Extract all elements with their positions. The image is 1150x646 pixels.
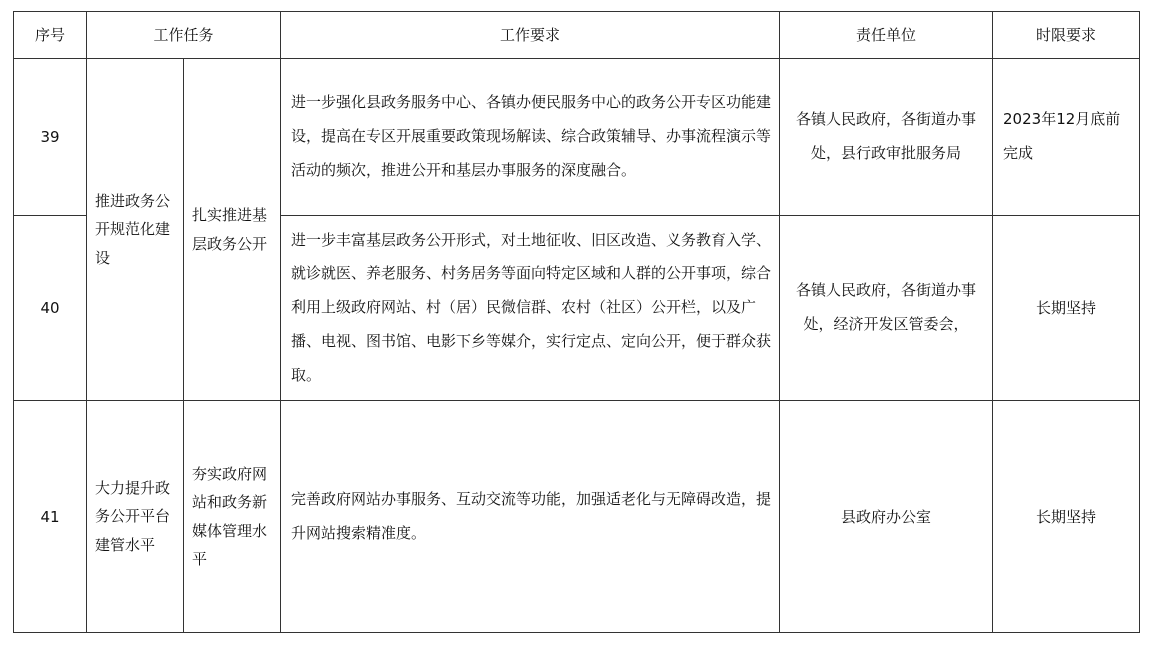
table-row xyxy=(14,401,1140,633)
table-row xyxy=(14,59,1140,216)
row-unit: 县政府办公室 xyxy=(780,401,993,633)
header-deadline: 时限要求 xyxy=(993,12,1140,59)
task-sub: 扎实推进基层政务公开 xyxy=(184,59,281,401)
header-task: 工作任务 xyxy=(87,12,281,59)
row-requirement: 进一步丰富基层政务公开形式，对土地征收、旧区改造、义务教育入学、就诊就医、养老服务、村务居务等面向特定区域和人群的公开事项，综合利用上级政府网站、村（居）民微信群、农村（社区）公开栏，以及广播、电视、图书馆、电影下乡等媒介，实行定点、定向公开，便于群众获取。 xyxy=(281,216,780,401)
row-deadline: 长期坚持 xyxy=(993,401,1140,633)
header-seq: 序号 xyxy=(14,12,87,59)
task-main: 推进政务公开规范化建设 xyxy=(87,59,184,401)
row-seq: 41 xyxy=(14,401,87,633)
task-sub: 夯实政府网站和政务新媒体管理水平 xyxy=(184,401,281,633)
row-requirement: 进一步强化县政务服务中心、各镇办便民服务中心的政务公开专区功能建设，提高在专区开展重要政策现场解读、综合政策辅导、办事流程演示等活动的频次，推进公开和基层办事服务的深度融合。 xyxy=(281,59,780,216)
work-task-table xyxy=(13,11,1140,633)
row-requirement: 完善政府网站办事服务、互动交流等功能，加强适老化与无障碍改造，提升网站搜索精准度。 xyxy=(281,401,780,633)
header-unit: 责任单位 xyxy=(780,12,993,59)
row-seq: 39 xyxy=(14,59,87,216)
row-deadline: 2023年12月底前完成 xyxy=(993,59,1140,216)
header-requirement: 工作要求 xyxy=(281,12,780,59)
row-seq: 40 xyxy=(14,216,87,401)
task-main: 大力提升政务公开平台建管水平 xyxy=(87,401,184,633)
table-header-row xyxy=(14,12,1140,59)
row-unit: 各镇人民政府，各街道办事处，县行政审批服务局 xyxy=(780,59,993,216)
row-unit: 各镇人民政府，各街道办事处，经济开发区管委会， xyxy=(780,216,993,401)
row-deadline: 长期坚持 xyxy=(993,216,1140,401)
